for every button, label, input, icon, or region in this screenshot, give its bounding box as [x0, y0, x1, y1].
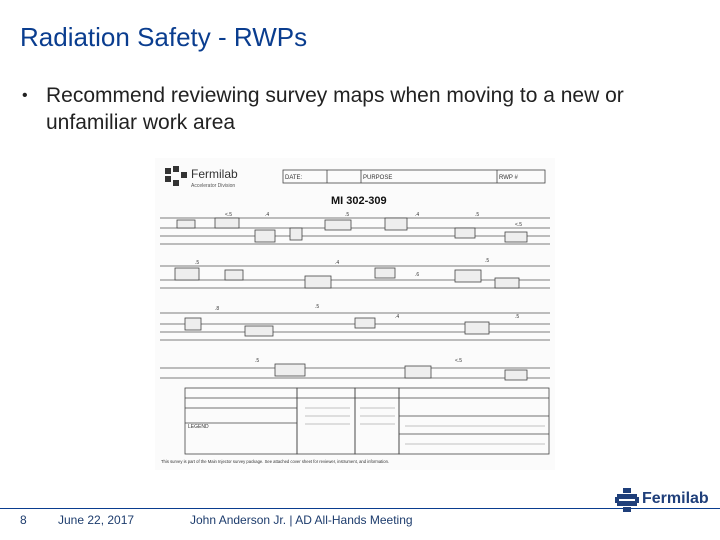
- slide-title: Radiation Safety - RWPs: [20, 22, 308, 52]
- svg-text:<.5: <.5: [515, 222, 523, 228]
- svg-text:.4: .4: [265, 212, 270, 218]
- survey-rwp-label: RWP #: [499, 175, 518, 181]
- svg-text:.4: .4: [395, 314, 400, 320]
- survey-map-title: MI 302-309: [331, 195, 387, 207]
- svg-text:.8: .8: [215, 306, 220, 312]
- footer-presenter: John Anderson Jr. | AD All-Hands Meeting: [190, 513, 413, 527]
- survey-fermilab-logo: [165, 166, 187, 186]
- survey-division: Accelerator Division: [191, 183, 236, 189]
- svg-text:.5: .5: [345, 212, 350, 218]
- svg-text:<.5: <.5: [225, 212, 233, 218]
- svg-text:.4: .4: [335, 260, 340, 266]
- fermilab-logo-icon: [615, 488, 639, 512]
- svg-text:.5: .5: [195, 260, 200, 266]
- bullet-text: Recommend reviewing survey maps when moving to a new or unfamiliar work area: [46, 84, 624, 134]
- survey-org: Fermilab: [191, 167, 238, 181]
- svg-text:.5: .5: [315, 304, 320, 310]
- svg-text:.5: .5: [485, 258, 490, 264]
- svg-text:.6: .6: [415, 272, 420, 278]
- svg-text:.5: .5: [515, 314, 520, 320]
- svg-text:.4: .4: [415, 212, 420, 218]
- svg-text:.5: .5: [475, 212, 480, 218]
- survey-purpose-label: PURPOSE: [363, 175, 393, 181]
- svg-text:<.5: <.5: [455, 358, 463, 364]
- footer-divider: [0, 508, 720, 509]
- survey-map-image: [155, 158, 555, 470]
- fermilab-logo: [615, 488, 720, 512]
- footer-date: June 22, 2017: [58, 513, 135, 527]
- survey-note: This survey is part of the Main Injector survey package. See attached cover sheet for reviewer, instrument, and information.: [161, 459, 390, 464]
- svg-text:.5: .5: [255, 358, 260, 364]
- fermilab-logo-text: Fermilab: [642, 490, 709, 507]
- survey-legend-label: LEGEND: [188, 424, 209, 430]
- page-number: 8: [20, 513, 27, 527]
- survey-date-label: DATE:: [285, 175, 303, 181]
- bullet-dot: •: [22, 87, 28, 104]
